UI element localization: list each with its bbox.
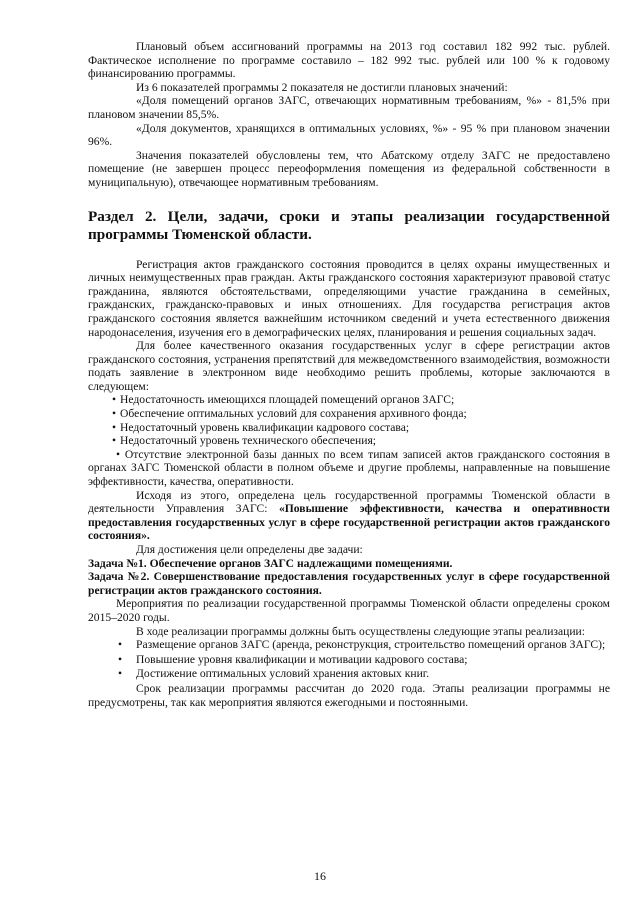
list-item: • Недостаточный уровень квалификации кадрового состава;	[88, 421, 610, 435]
list-item: • Размещение органов ЗАГС (аренда, реконструкция, строительство помещений органов ЗАГС);	[88, 638, 610, 652]
intro-paragraph-3: «Доля помещений органов ЗАГС, отвечающих нормативным требованиям, %» - 81,5% при плановом значении 85,5%.	[88, 94, 610, 121]
section-paragraph-1: Регистрация актов гражданского состояния проводится в целях охраны имущественных и личных неимущественных прав граждан. Акты гражданского состояния характеризуют правовой статус гражданина, являются обстоятельствами, определяющими участие гражданина в семейных, гражданских, гражданско-правовых и иных отношениях. Для государства регистрация актов гражданского состояния является важнейшим источником сведений и учета естественного движения народонаселения, изучения его в демографических целях, планирования и решения социальных задач.	[88, 257, 610, 339]
list-item: • Недостаточность имеющихся площадей помещений органов ЗАГС;	[88, 393, 610, 407]
list-item: • Обеспечение оптимальных условий для сохранения архивного фонда;	[88, 407, 610, 421]
section-paragraph-6: В ходе реализации программы должны быть осуществлены следующие этапы реализации:	[136, 624, 585, 638]
task-1-text: Задача №1. Обеспечение органов ЗАГС надлежащими помещениями.	[88, 556, 453, 570]
spacer	[88, 190, 610, 208]
tasks-intro: Для достижения цели определены две задачи:	[136, 543, 363, 556]
intro-paragraph-2: Из 6 показателей программы 2 показателя не достигли плановых значений:	[136, 80, 508, 94]
section-heading: Раздел 2. Цели, задачи, сроки и этапы реализации государственной программы Тюменской области.	[88, 207, 610, 243]
task-1	[88, 557, 610, 571]
problem-last-text: Отсутствие электронной базы данных по всем типам записей актов гражданского состояния в органах ЗАГС Тюменской области в полном объеме и другие проблемы, направленные на повышение эффективности, качества, оперативности.	[88, 447, 610, 489]
goal-paragraph	[88, 489, 610, 543]
list-item: • Недостаточный уровень технического обеспечения;	[88, 434, 610, 448]
task-2-text: Задача №2. Совершенствование предоставления государственных услуг в сфере государственной регистрации актов гражданского состояния.	[88, 570, 610, 597]
problem-last-item: • Отсутствие электронной базы данных по всем типам записей актов гражданского состояния в органах ЗАГС Тюменской области в полном объеме и другие проблемы, направленные на повышение эффективности, качества, оперативности.	[88, 447, 610, 489]
section-paragraph-2: Для более качественного оказания государственных услуг в сфере регистрации актов гражданского состояния, устранения препятствий для межведомственного взаимодействия, возможности подать заявление в электронном виде необходимо решить проблемы, которые заключаются в следующем:	[88, 339, 610, 393]
problems-list	[88, 393, 610, 447]
list-item: • Достижение оптимальных условий хранения актовых книг.	[88, 667, 610, 681]
section-paragraph-7: Срок реализации программы рассчитан до 2020 года. Этапы реализации программы не предусмотрены, так как мероприятия являются ежегодными и постоянными.	[88, 681, 610, 709]
intro-paragraph-5: Значения показателей обусловлены тем, что Абатскому отделу ЗАГС не предоставлено помещение (не завершен процесс переоформления помещения из федеральной собственности в муниципальную), отвечающее нормативным требованиям.	[88, 148, 610, 189]
page-number: 16	[314, 869, 326, 883]
list-item: • Повышение уровня квалификации и мотивации кадрового состава;	[88, 653, 610, 667]
intro-paragraph-4: «Доля документов, хранящихся в оптимальных условиях, %» - 95 % при плановом значении 96%.	[88, 121, 610, 149]
section-paragraph-5: Мероприятия по реализации государственной программы Тюменской области определены сроком 2015–2020 годы.	[88, 597, 610, 624]
task-2	[88, 570, 610, 597]
intro-paragraph-1: Плановый объем ассигнований программы на 2013 год составил 182 992 тыс. рублей. Фактическое исполнение по программе составило – 182 992 тыс. рублей или 100 % к годовому финансированию программы.	[88, 40, 610, 81]
goal-intro-text: Исходя из этого, определена цель государственной программы Тюменской области в деятельности Управления ЗАГС:	[88, 488, 610, 516]
goal-bold-text: «Повышение эффективности, качества и оперативности предоставления государственных услуг в сфере государственной регистрации актов гражданского состояния».	[88, 502, 610, 543]
stages-list	[88, 638, 610, 681]
